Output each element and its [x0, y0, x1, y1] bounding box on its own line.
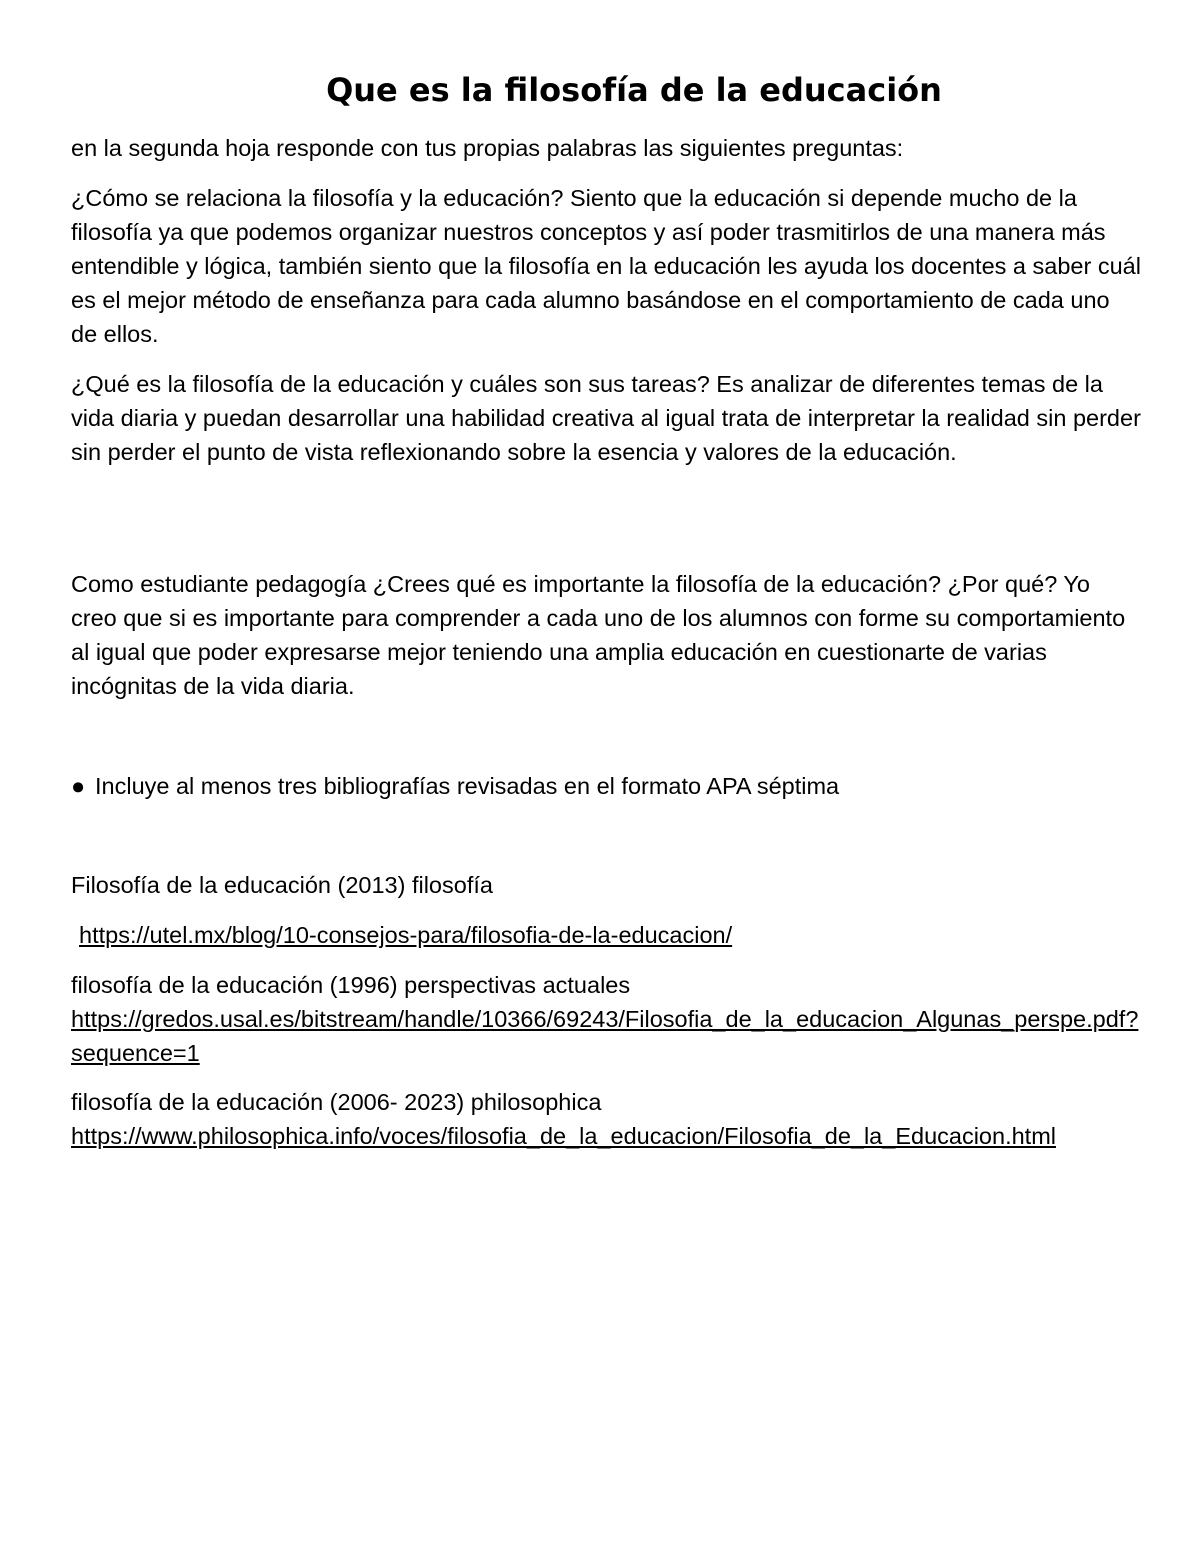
- reference-link-1[interactable]: https://utel.mx/blog/10-consejos-para/filosofia-de-la-educacion/: [79, 922, 733, 948]
- reference-title-2: filosofía de la educación (1996) perspectivas actuales: [71, 972, 631, 998]
- bullet-item: [71, 769, 1141, 803]
- reference-link-3[interactable]: https://www.philosophica.info/voces/filosofia_de_la_educacion/Filosofia_de_la_Educacion.html: [71, 1123, 1056, 1149]
- reference-entry-2: [71, 968, 1141, 1070]
- intro-paragraph: en la segunda hoja responde con tus propias palabras las siguientes preguntas:: [71, 135, 904, 161]
- reference-title-3: filosofía de la educación (2006- 2023) philosophica: [71, 1089, 602, 1115]
- answer-paragraph-1: ¿Cómo se relaciona la filosofía y la educación? Siento que la educación si depende mucho de la filosofía ya que podemos organizar nuestros conceptos y así poder trasmitirlos de una manera más entendible y lógica, también siento que la filosofía en la educación les ayuda los docentes a saber cuál es el mejor método de enseñanza para cada alumno basándose en el comportamiento de cada uno de ellos.: [71, 185, 1141, 347]
- reference-entry-3: [71, 1085, 1141, 1153]
- answer-paragraph-3: Como estudiante pedagogía ¿Crees qué es importante la filosofía de la educación? ¿Por qué? Yo creo que si es importante para comprender a cada uno de los alumnos con forme su comportamiento al igual que poder expresarse mejor teniendo una amplia educación en cuestionarte de varias incógnitas de la vida diaria.: [71, 571, 1126, 699]
- bullet-text: Incluye al menos tres bibliografías revisadas en el formato APA séptima: [95, 773, 840, 799]
- page-title: Que es la filosofía de la educación: [326, 71, 942, 109]
- answer-paragraph-2: ¿Qué es la filosofía de la educación y cuáles son sus tareas? Es analizar de diferentes temas de la vida diaria y puedan desarrollar una habilidad creativa al igual trata de interpretar la realidad sin perder sin perder el punto de vista reflexionando sobre la esencia y valores de la educación.: [71, 371, 1141, 465]
- reference-title-1: Filosofía de la educación (2013) filosofía: [71, 872, 493, 898]
- bullet-mark: ●: [71, 773, 86, 799]
- reference-entry-1: [79, 918, 1149, 952]
- reference-link-2[interactable]: https://gredos.usal.es/bitstream/handle/10366/69243/Filosofia_de_la_educacion_Algunas_perspe.pdf?sequence=1: [71, 1006, 1139, 1066]
